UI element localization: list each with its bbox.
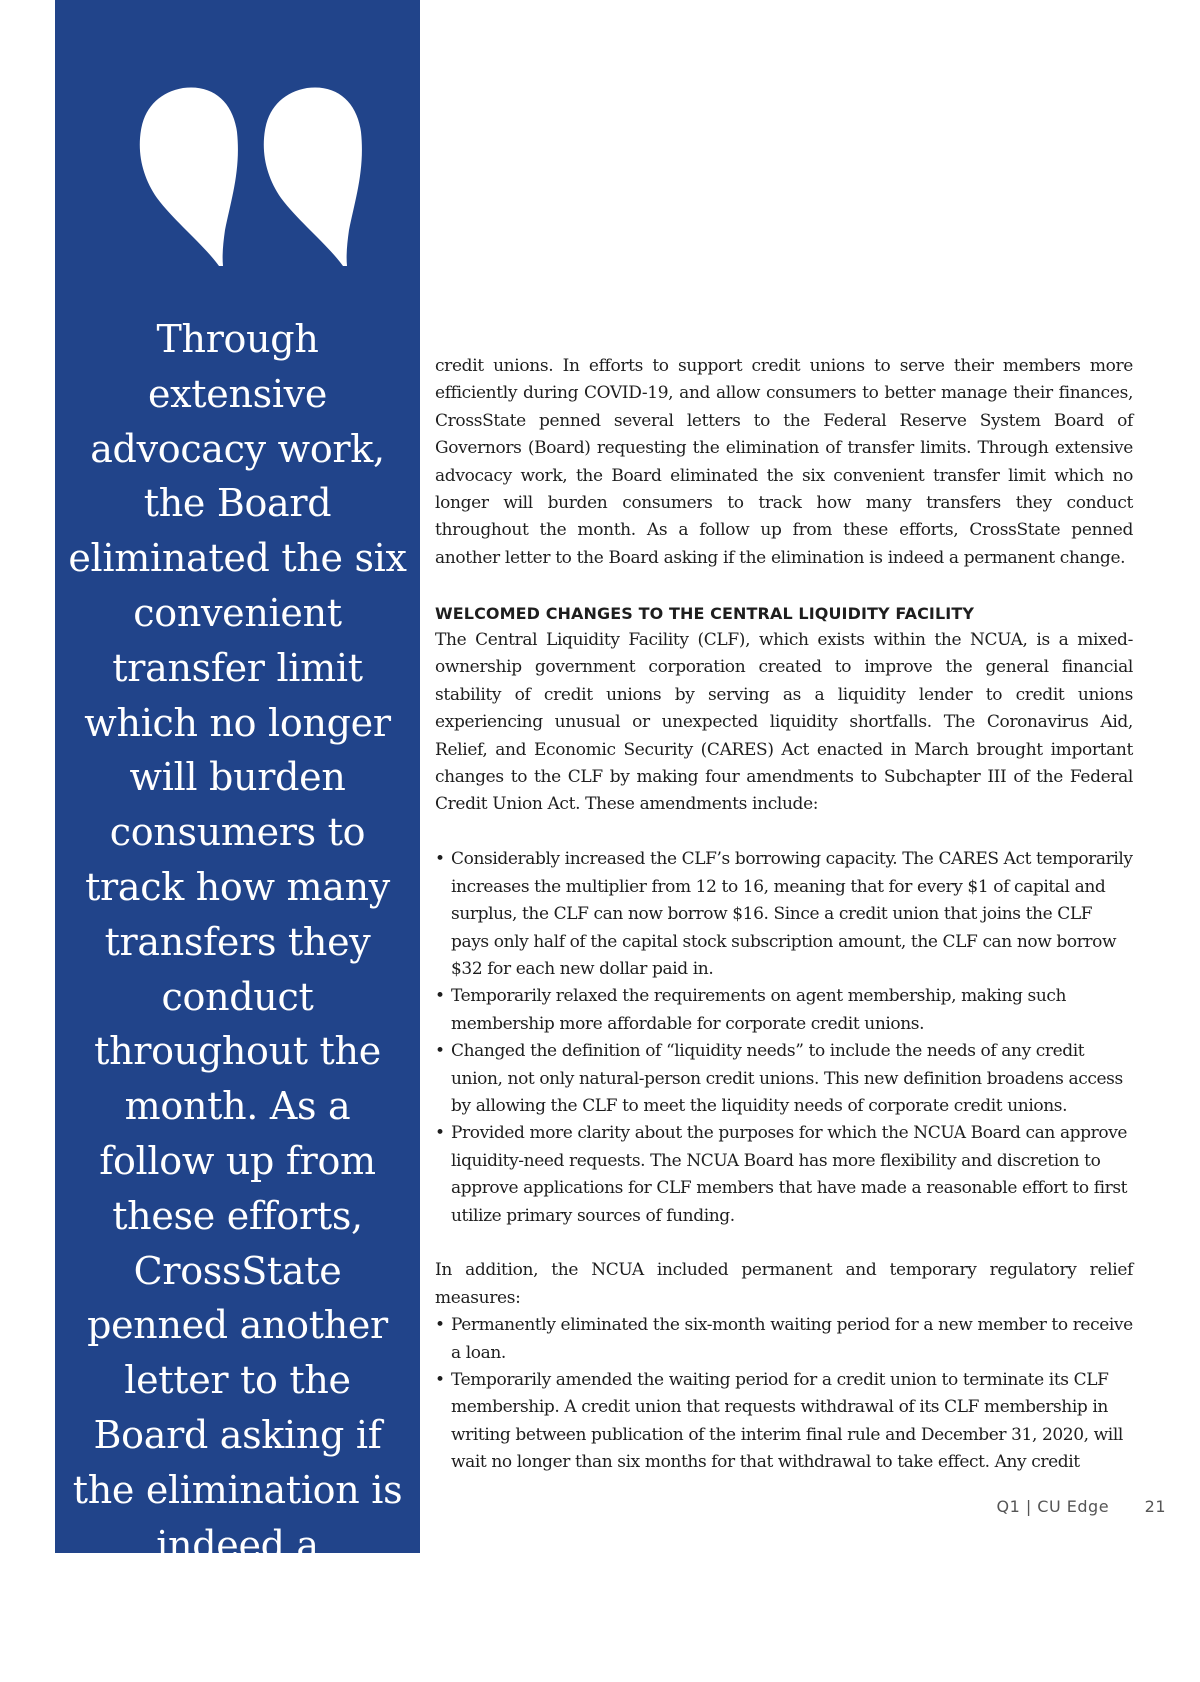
list-item: • Temporarily relaxed the requirements on agent membership, making such membership more affordable for corporate credit unions.: [435, 983, 1133, 1038]
relief-intro-paragraph: In addition, the NCUA included permanent and temporary regulatory relief measures:: [435, 1260, 1133, 1308]
relief-measures-list: [435, 1312, 1133, 1476]
list-item: • Changed the definition of “liquidity needs” to include the needs of any credit union, not only natural-person credit unions. This new definition broadens access by allowing the CLF to meet the liquidity needs of corporate credit unions.: [435, 1038, 1133, 1120]
clf-paragraph: The Central Liquidity Facility (CLF), which exists within the NCUA, is a mixed-ownership government corporation created to improve the general financial stability of credit unions by serving as a liquidity lender to credit unions experiencing unusual or unexpected liquidity shortfalls. The Coronavirus Aid, Relief, and Economic Security (CARES) Act enacted in March brought important changes to the CLF by making four amendments to Subchapter III of the Federal Credit Union Act. These amendments include:: [435, 630, 1133, 815]
list-item: • Considerably increased the CLF’s borrowing capacity. The CARES Act temporarily increases the multiplier from 12 to 16, meaning that for every $1 of capital and surplus, the CLF can now borrow $16. Since a credit union that joins the CLF pays only half of the capital stock subscription amount, the CLF can now borrow $32 for each new dollar paid in.: [435, 846, 1133, 983]
pull-quote-panel: [55, 0, 420, 1677]
page-number: 21: [1144, 1497, 1166, 1516]
intro-paragraph: credit unions. In efforts to support credit unions to serve their members more efficiently during COVID-19, and allow consumers to better manage their finances, CrossState penned several letters to the Federal Reserve System Board of Governors (Board) requesting the elimination of transfer limits. Through extensive advocacy work, the Board eliminated the six convenient transfer limit which no longer will burden consumers to track how many transfers they conduct throughout the month. As a follow up from these efforts, CrossState penned another letter to the Board asking if the elimination is indeed a permanent change.: [435, 356, 1133, 568]
list-item: • Permanently eliminated the six-month waiting period for a new member to receive a loan.: [435, 1312, 1133, 1367]
amendments-list: [435, 846, 1133, 1230]
publication-name: Q1 | CU Edge: [996, 1497, 1110, 1516]
page-footer: [996, 1497, 1166, 1516]
list-item: • Temporarily amended the waiting period for a credit union to terminate its CLF membership. A credit union that requests withdrawal of its CLF membership in writing between publication of the interim final rule and December 31, 2020, will wait no longer than six months for that withdrawal to take effect. Any credit: [435, 1367, 1133, 1477]
section-heading: WELCOMED CHANGES TO THE CENTRAL LIQUIDITY FACILITY: [435, 603, 975, 623]
pull-quote-text: Through extensive advocacy work, the Board eliminated the six convenient transfer limit which no longer will burden consumers to track how many transfers they conduct throughout the month. As a follow up from these efforts, CrossState penned another letter to the Board asking if the elimination is indeed a permanent change.: [68, 317, 407, 1677]
closing-quote-icon: [135, 80, 365, 270]
list-item: • Provided more clarity about the purposes for which the NCUA Board can approve liquidity-need requests. The NCUA Board has more flexibility and discretion to approve applications for CLF members that have made a reasonable effort to first utilize primary sources of funding.: [435, 1120, 1133, 1230]
article-body: [435, 353, 1133, 1477]
